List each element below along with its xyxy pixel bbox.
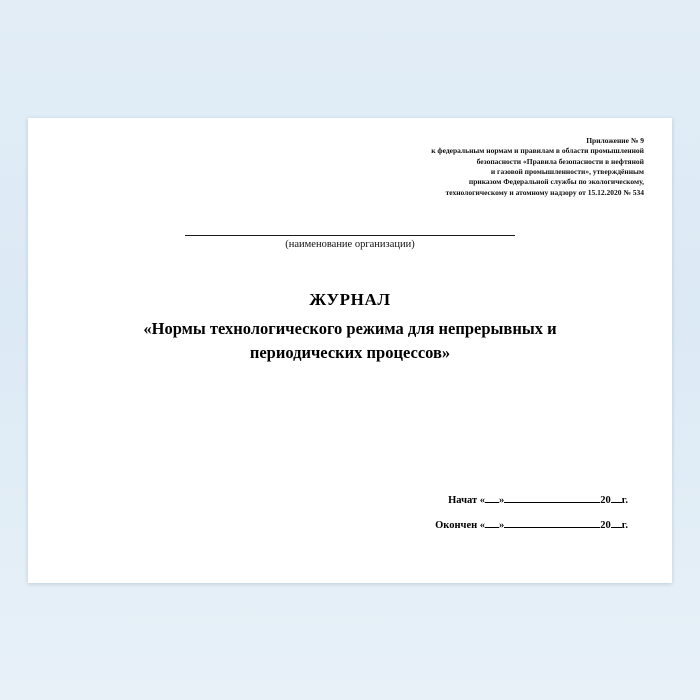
end-year-prefix: 20: [600, 520, 611, 531]
organization-name-blank-line[interactable]: [185, 234, 515, 236]
end-day-blank[interactable]: [485, 527, 499, 528]
start-day-blank[interactable]: [485, 502, 499, 503]
appendix-line-1: Приложение № 9: [586, 136, 644, 145]
title-block: [28, 290, 672, 365]
start-date-label: Начат «: [448, 495, 486, 506]
organization-name-block: [28, 218, 672, 250]
document-sheet: [28, 118, 672, 583]
appendix-line-4: и газовой промышленности», утверждённым: [490, 167, 644, 177]
end-date-row: [435, 520, 628, 531]
appendix-reference-block: [314, 136, 644, 198]
end-year-suffix: г.: [621, 520, 628, 531]
page-title: ЖУРНАЛ: [309, 290, 391, 309]
appendix-line-5: приказом Федеральной службы по экологическому,: [468, 177, 644, 187]
start-year-blank[interactable]: [611, 502, 622, 503]
start-date-mid: »: [499, 495, 505, 506]
start-date-row: [435, 495, 628, 506]
start-year-suffix: г.: [621, 495, 628, 506]
start-month-blank[interactable]: [504, 502, 600, 503]
end-month-blank[interactable]: [504, 527, 600, 528]
end-date-label: Окончен «: [435, 520, 486, 531]
page-subtitle: «Нормы технологического режима для непрерывных и периодических процессов»: [143, 319, 557, 362]
end-date-mid: »: [499, 520, 505, 531]
dates-block: [435, 495, 628, 531]
appendix-line-3: безопасности «Правила безопасности в нефтяной: [476, 156, 644, 166]
organization-name-caption: (наименование организации): [285, 239, 415, 250]
end-year-blank[interactable]: [611, 527, 622, 528]
appendix-line-2: к федеральным нормам и правилам в области промышленной: [431, 146, 644, 156]
start-year-prefix: 20: [600, 495, 611, 506]
appendix-line-6: технологическому и атомному надзору от 15.12.2020 № 534: [445, 187, 644, 197]
